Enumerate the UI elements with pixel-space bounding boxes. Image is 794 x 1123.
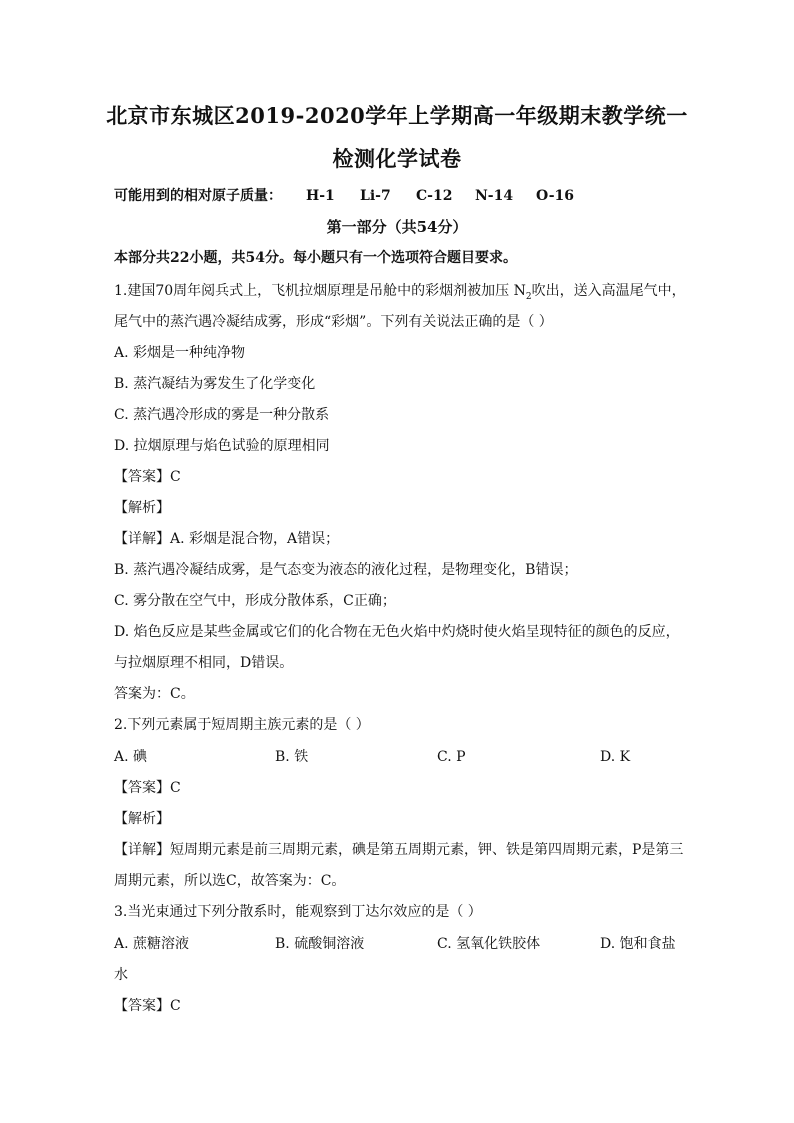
q1-detail-4: D. 焰色反应是某些金属或它们的化合物在无色火焰中灼烧时使火焰呈现特征的颜色的反应， xyxy=(114,624,680,640)
q2-stem: 2.下列元素属于短周期主族元素的是（ ） xyxy=(114,717,370,733)
q3-answer: 【答案】C xyxy=(114,998,181,1014)
q1-stem-line2: 尾气中的蒸汽遇冷凝结成雾，形成“彩烟”。下列有关说法正确的是（ ） xyxy=(114,314,553,330)
q1-answer: 【答案】C xyxy=(114,469,181,485)
q2-option-c: C. P xyxy=(437,749,466,765)
atomic-mass-label: 可能用到的相对原子质量： xyxy=(114,188,282,204)
q2-answer: 【答案】C xyxy=(114,780,181,796)
q3-option-a: A. 蔗糖溶液 xyxy=(114,936,190,952)
exam-title-line2: 检测化学试卷 xyxy=(332,146,462,171)
q2-option-d: D. K xyxy=(600,749,631,765)
atomic-mass-c: C-12 xyxy=(416,188,453,204)
exam-title-line1: 北京市东城区2019-2020学年上学期高一年级期末教学统一 xyxy=(106,103,688,128)
q1-detail-1: 【详解】A. 彩烟是混合物，A错误； xyxy=(114,531,340,547)
q1-option-d: D. 拉烟原理与焰色试验的原理相同 xyxy=(114,438,330,454)
q1-detail-5: 与拉烟原理不相同，D错误。 xyxy=(114,655,294,671)
q1-option-a: A. 彩烟是一种纯净物 xyxy=(114,345,246,361)
atomic-mass-h: H-1 xyxy=(306,188,335,204)
atomic-mass-o: O-16 xyxy=(536,188,575,204)
q2-detail-1: 【详解】短周期元素是前三周期元素，碘是第五周期元素，钾、铁是第四周期元素，P是第三 xyxy=(114,842,684,858)
atomic-mass-li: Li-7 xyxy=(360,188,391,204)
q1-detail-3: C. 雾分散在空气中，形成分散体系，C正确； xyxy=(114,593,396,609)
q3-option-d: D. 饱和食盐 xyxy=(600,936,676,952)
q2-detail-2: 周期元素，所以选C，故答案为：C。 xyxy=(114,873,346,889)
q1-detail-2: B. 蒸汽遇冷凝结成雾，是气态变为液态的液化过程，是物理变化，B错误； xyxy=(114,562,578,578)
q1-stem-line1: 1.建国70周年阅兵式上，飞机拉烟原理是吊舱中的彩烟剂被加压 $N_2$吹出，送入高温尾气中， xyxy=(114,283,686,302)
q1-analysis-label: 【解析】 xyxy=(114,500,170,516)
part1-instruction: 本部分共22小题，共54分。每小题只有一个选项符合题目要求。 xyxy=(114,250,517,266)
q2-option-a: A. 碘 xyxy=(114,749,148,765)
q3-option-b: B. 硫酸铜溶液 xyxy=(275,936,365,952)
atomic-mass-n: N-14 xyxy=(475,188,514,204)
q2-analysis-label: 【解析】 xyxy=(114,811,170,827)
q1-option-c: C. 蒸汽遇冷形成的雾是一种分散系 xyxy=(114,407,330,423)
part1-heading: 第一部分（共54分） xyxy=(326,218,468,236)
q2-option-b: B. 铁 xyxy=(275,749,309,765)
q1-option-b: B. 蒸汽凝结为雾发生了化学变化 xyxy=(114,376,316,392)
q3-stem: 3.当光束通过下列分散系时，能观察到丁达尔效应的是（ ） xyxy=(114,904,482,920)
q3-option-c: C. 氢氧化铁胶体 xyxy=(437,936,541,952)
q1-detail-6: 答案为：C。 xyxy=(114,686,195,702)
q3-option-d-continuation: 水 xyxy=(114,967,128,983)
